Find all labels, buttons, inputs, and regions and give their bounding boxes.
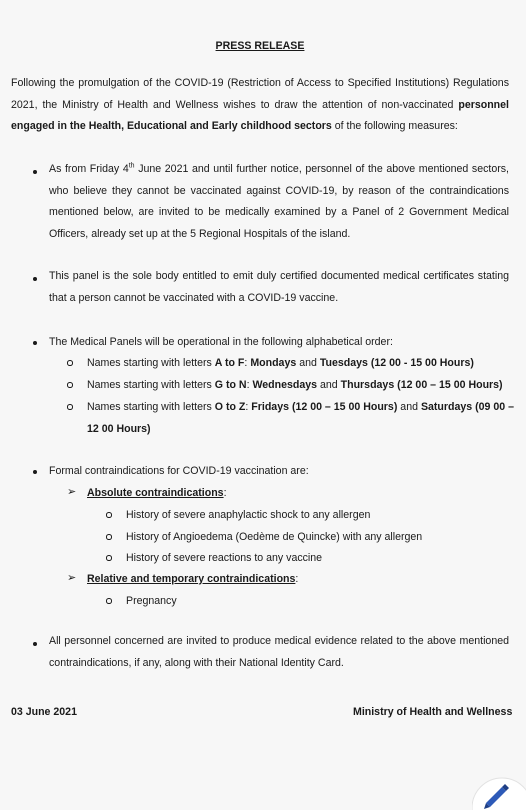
bullet-marker <box>33 642 37 646</box>
intro-paragraph: Following the promulgation of the COVID-19 (Restriction of Access to Specified Institutions) Regulations 2021, the Ministry of Health and Wellness wishes to draw the attention of non-vaccinated personnel engaged in the Health, Educational and Early childhood sectors of the following measures: <box>11 77 509 132</box>
absolute-contraindications-heading: Absolute contraindications: <box>87 487 227 499</box>
absolute-item: History of Angioedema (Oedème de Quincke) with any allergen <box>126 531 423 543</box>
arrow-bullet-icon: ➢ <box>67 572 77 584</box>
sub-bullet-marker <box>106 598 112 604</box>
absolute-item: History of severe reactions to any vaccine <box>126 552 323 564</box>
sub-bullet-marker <box>67 382 73 388</box>
bullet-item-schedule-notice: As from Friday 4th June 2021 and until further notice, personnel of the above mentioned sectors, who believe they cannot be vaccinated against COVID-19, by reason of the contraindications mentioned below, are invited to be medically examined by a Panel of 2 Government Medical Officers, already set up at the 5 Regional Hospitals of the island. <box>49 162 509 240</box>
intro-bold-text: personnel engaged in the Health, Educational and Early childhood sectors <box>11 98 509 132</box>
relative-item: Pregnancy <box>126 595 177 607</box>
sub-bullet-marker <box>67 404 73 410</box>
bullet-item-panel-schedule: The Medical Panels will be operational in the following alphabetical order: <box>49 336 393 348</box>
sub-bullet-marker <box>106 555 112 561</box>
schedule-row-a-to-f: Names starting with letters A to F: Mondays and Tuesdays (12 00 - 15 00 Hours) <box>87 357 474 369</box>
schedule-row-o-to-z: Names starting with letters O to Z: Fridays (12 00 – 15 00 Hours) and Saturdays (09 00 – <box>87 401 514 413</box>
bullet-item-evidence: All personnel concerned are invited to produce medical evidence related to the above mentioned contraindications, if any, along with their National Identity Card. <box>49 635 509 669</box>
absolute-item: History of severe anaphylactic shock to any allergen <box>126 509 371 521</box>
sub-bullet-marker <box>67 360 73 366</box>
bullet-marker <box>33 341 37 345</box>
bullet-marker <box>33 277 37 281</box>
bullet-marker <box>33 470 37 474</box>
release-date: 03 June 2021 <box>11 706 77 718</box>
edit-pen-icon[interactable] <box>472 770 526 810</box>
bullet-item-contraindications: Formal contraindications for COVID-19 vaccination are: <box>49 465 309 477</box>
sub-bullet-marker <box>106 512 112 518</box>
page-title: PRESS RELEASE <box>215 40 305 52</box>
schedule-row-g-to-n: Names starting with letters G to N: Wednesdays and Thursdays (12 00 – 15 00 Hours) <box>87 379 503 391</box>
sub-bullet-marker <box>106 534 112 540</box>
bullet-marker <box>33 170 37 174</box>
arrow-bullet-icon: ➢ <box>67 486 77 498</box>
relative-contraindications-heading: Relative and temporary contraindications: <box>87 573 299 585</box>
schedule-row-o-to-z-cont: 12 00 Hours) <box>87 423 151 435</box>
bullet-item-panel-authority: This panel is the sole body entitled to emit duly certified documented medical certificates stating that a person cannot be vaccinated with a COVID-19 vaccine. <box>49 270 509 304</box>
ministry-signature: Ministry of Health and Wellness <box>353 706 513 718</box>
